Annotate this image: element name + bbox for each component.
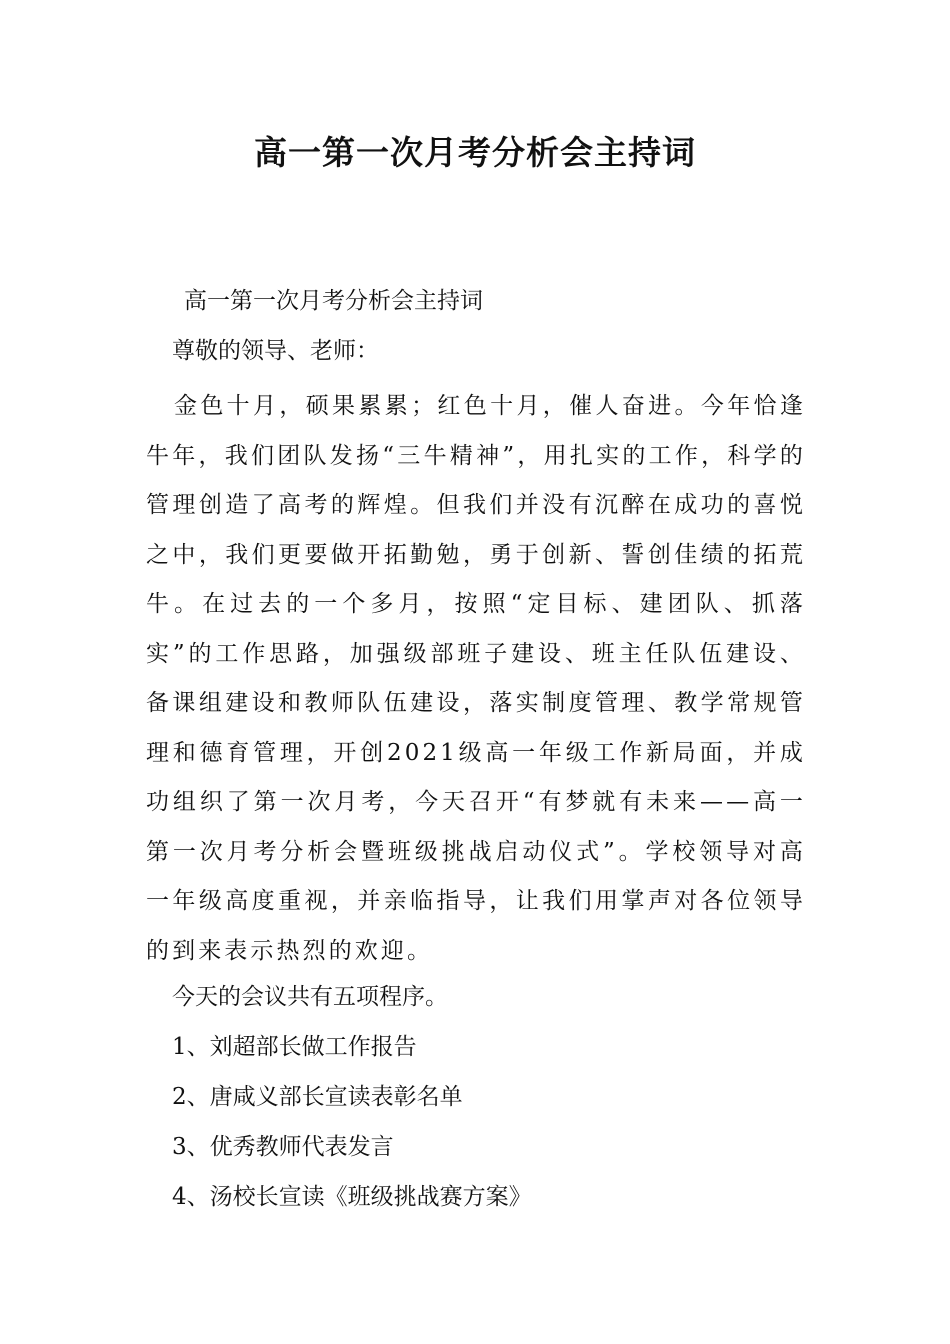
agenda-intro: 今天的会议共有五项程序。 [172,984,448,1010]
opening-paragraph: 金色十月，硕果累累；红色十月，催人奋进。今年恰逢牛年，我们团队发扬“三牛精神”，用扎实的工作，科学的管理创造了高考的辉煌。但我们并没有沉醉在成功的喜悦之中，我们更要做开拓勤勉，勇于创新、誓创佳绩的拓荒牛。在过去的一个多月，按照“定目标、建团队、抓落实”的工作思路，加强级部班子建设、班主任队伍建设、备课组建设和教师队伍建设，落实制度管理、教学常规管理和德育管理，开创2021级高一年级工作新局面，并成功组织了第一次月考，今天召开“有梦就有未来——高一第一次月考分析会暨班级挑战启动仪式”。学校领导对高一年级高度重视，并亲临指导，让我们用掌声对各位领导的到来表示热烈的欢迎。 [146,393,806,964]
greeting: 尊敬的领导、老师： [172,338,379,364]
agenda-item: 3、优秀教师代表发言 [172,1134,394,1160]
document-subtitle: 高一第一次月考分析会主持词 [184,288,483,314]
agenda-item: 1、刘超部长做工作报告 [172,1034,417,1060]
agenda-item: 2、唐咸义部长宣读表彰名单 [172,1084,463,1110]
agenda-item: 4、汤校长宣读《班级挑战赛方案》 [172,1184,532,1210]
document-title: 高一第一次月考分析会主持词 [254,133,696,172]
